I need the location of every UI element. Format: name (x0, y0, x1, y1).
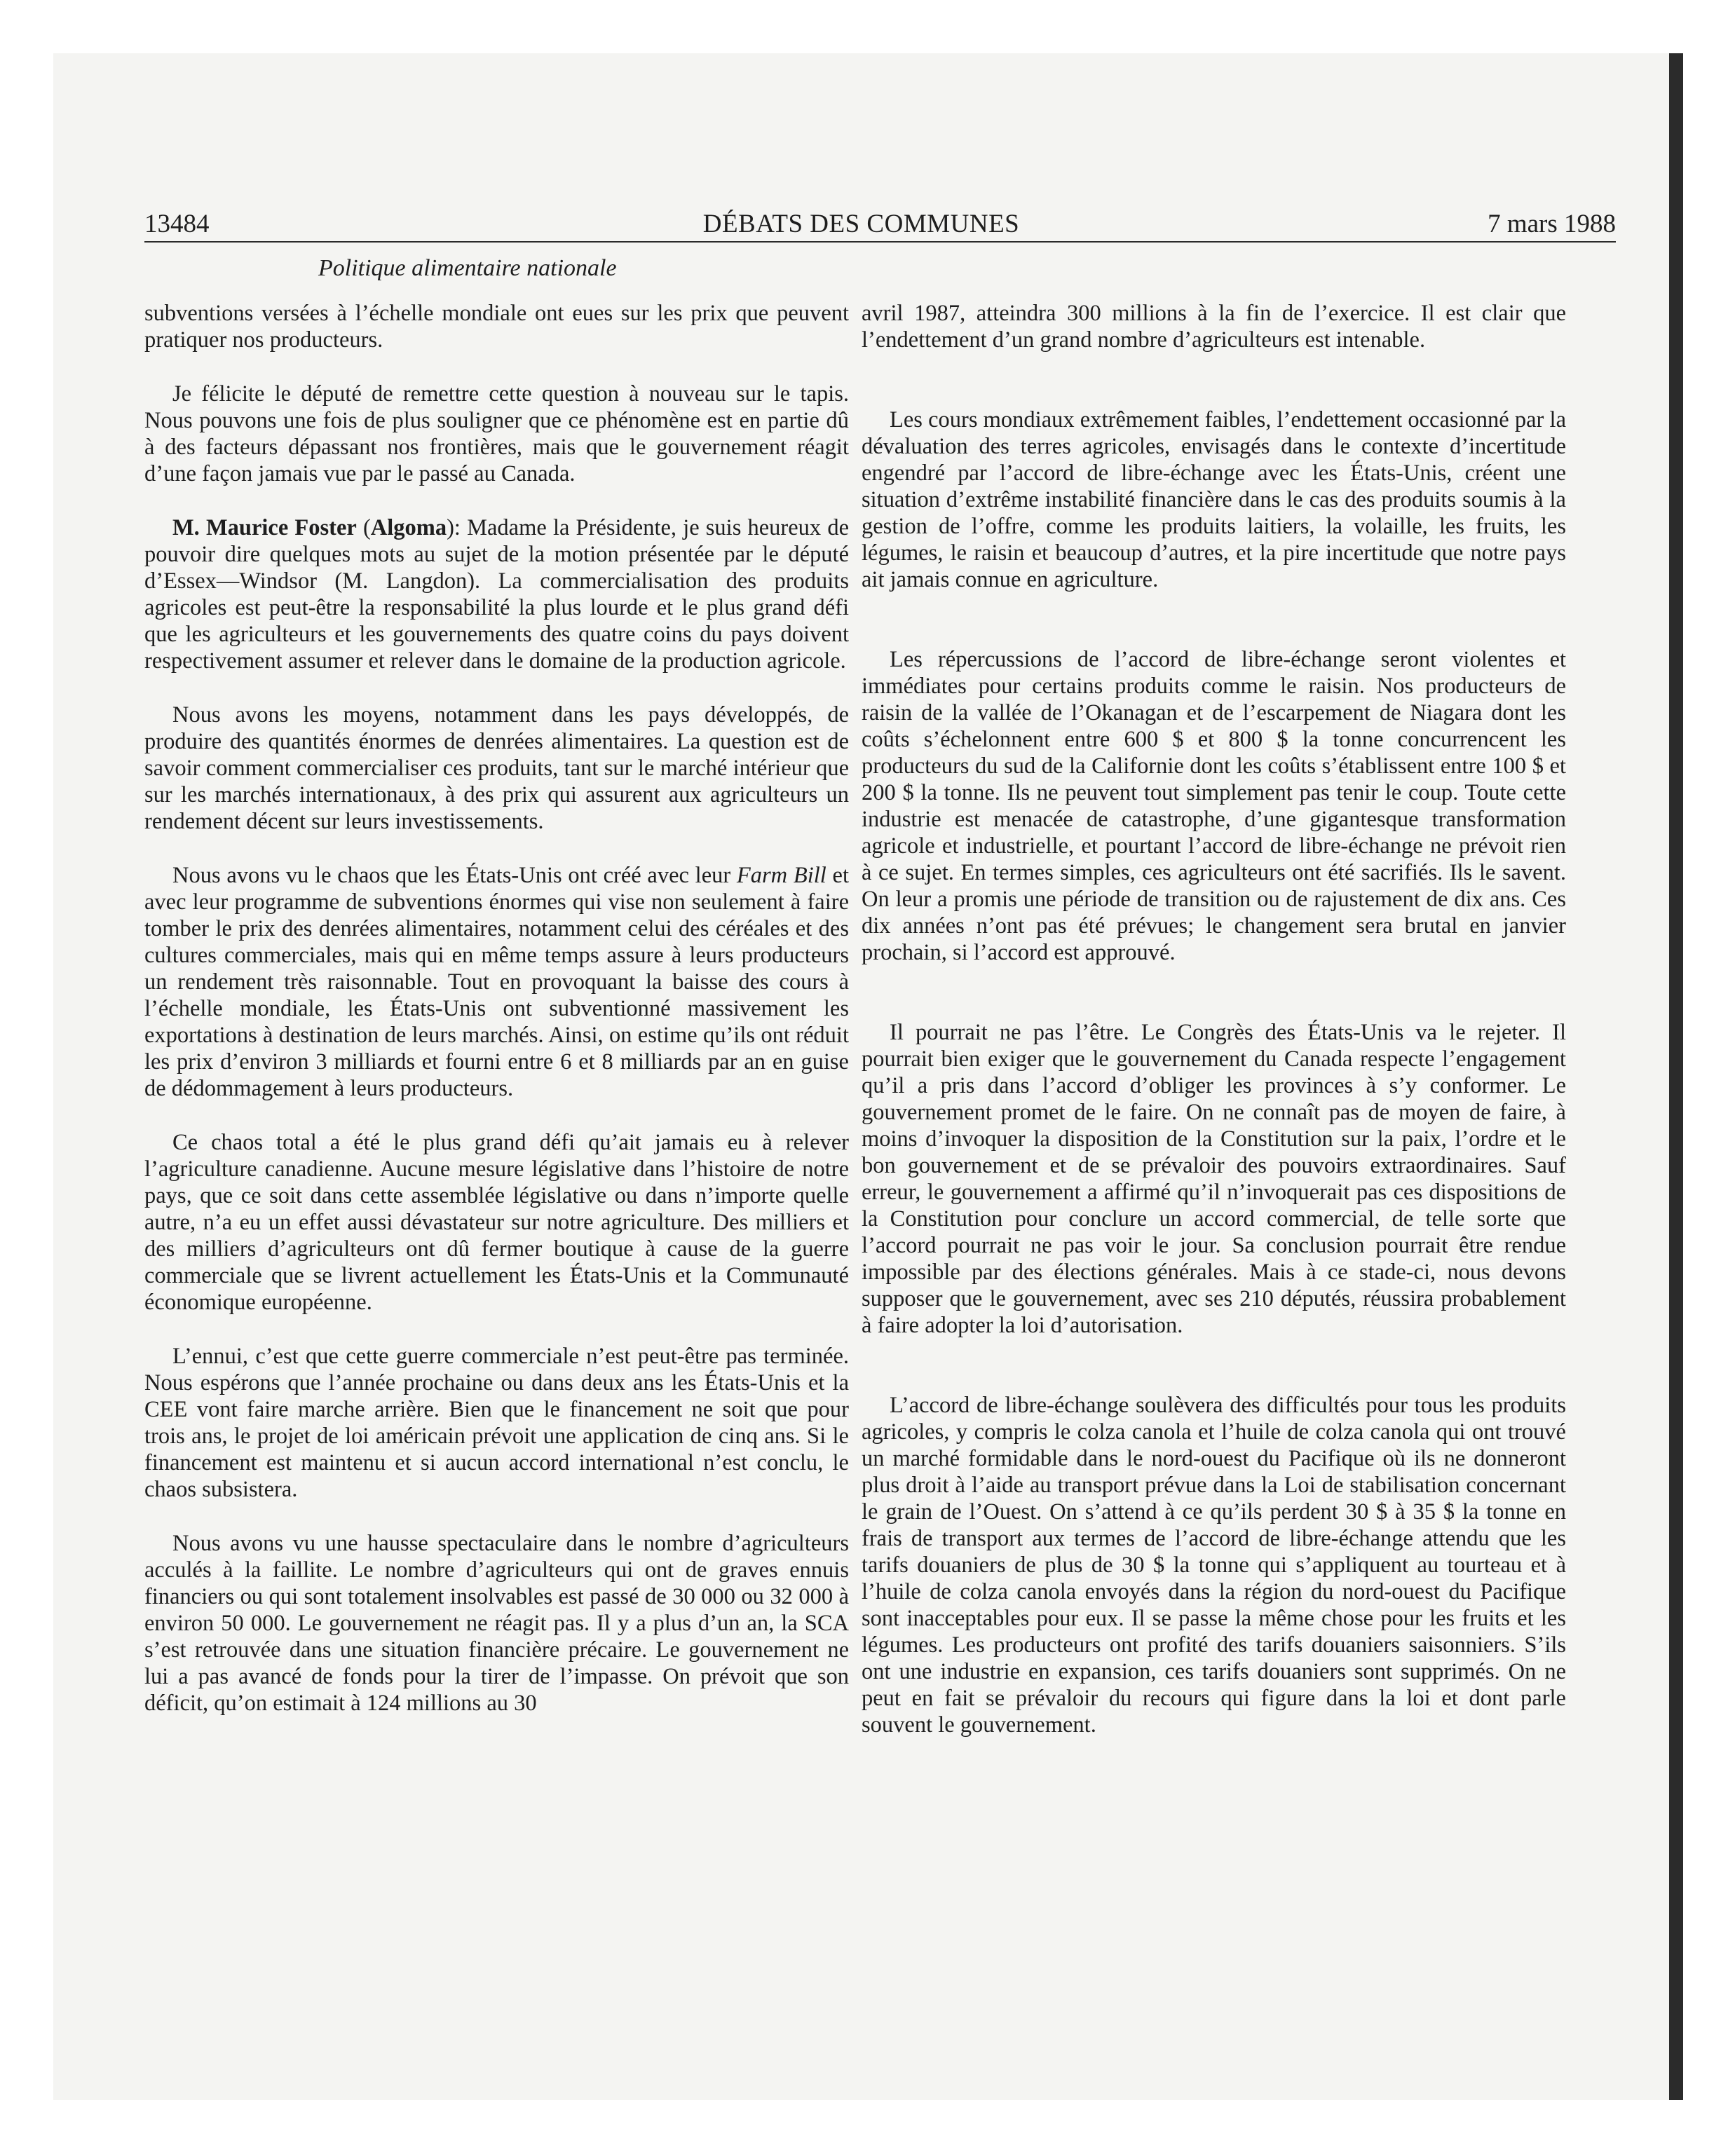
paragraph: Nous avons les moyens, notamment dans les pays développés, de produire des quantités énormes de denrées alimentaires. La question est de savoir comment commercialiser ces produits, tant sur le marché intérieur que sur les marchés internationaux, à des prix qui assurent aux agriculteurs un rendement décent sur leurs investissements. (144, 702, 849, 834)
paragraph: Nous avons vu une hausse spectaculaire dans le nombre d’agriculteurs acculés à la faillite. Le nombre d’agriculteurs qui ont de graves ennuis financiers ou qui sont totalement insolvables est passé de 30 000 ou 32 000 à environ 50 000. Le gouvernement ne réagit pas. Il y a plus d’un an, la SCA s’est retrouvée dans une situation financière précaire. Le gouvernement ne lui a pas avancé de fonds pour la tirer de l’impasse. On prévoit que son déficit, qu’on estimait à 124 millions au 30 (144, 1531, 849, 1716)
paragraph: L’accord de libre-échange soulèvera des difficultés pour tous les produits agricoles, y compris le colza canola et l’huile de colza canola qui ont trouvé un marché formidable dans le nord-ouest du Pacifique où ils ne donneront plus droit à l’aide au transport prévue dans la Loi de stabilisation concernant le grain de l’Ouest. On s’attend à ce qu’ils perdent 30 $ à 35 $ la tonne en frais de transport aux termes de l’accord de libre-échange attendu que les tarifs douaniers de plus de 30 $ la tonne qui s’appliquent au tourteau et à l’huile de colza canola envoyés dans la région du nord-ouest du Pacifique sont inacceptables pour eux. Il se passe la même chose pour les fruits et les légumes. Les producteurs ont profité des tarifs douaniers saisonniers. S’ils ont une industrie en expansion, ces tarifs douaniers sont supprimés. On ne peut en fait se prévaloir du recours qui figure dans la loi et dont parle souvent le gouvernement. (862, 1393, 1566, 1738)
publication-title: DÉBATS DES COMMUNES (702, 210, 1020, 238)
paragraph (144, 862, 849, 1102)
right-column (862, 300, 1566, 1792)
page-number: 13484 (144, 210, 210, 238)
riding-open: ( (356, 515, 371, 540)
paragraph: Il pourrait ne pas l’être. Le Congrès des États-Unis va le rejeter. Il pourrait bien exiger que le gouvernement du Canada respecte l’engagement qu’il a pris dans l’accord d’obliger les provinces à s’y conformer. Le gouvernement promet de le faire. On ne connaît pas de moyen de faire, à moins d’invoquer la disposition de la Constitution sur la paix, l’ordre et le bon gouvernement et de se prévaloir des pouvoirs extraordinaires. Sauf erreur, le gouvernement a affirmé qu’il n’invoquerait pas ces dispositions de la Constitution pour conclure un accord commercial, de telle sorte que l’accord pourrait ne pas voir le jour. Sa conclusion pourrait être rendue impossible par des élections générales. Mais à ce stade-ci, nous devons supposer que le gouvernement, avec ses 210 députés, réussira probablement à faire adopter la loi d’autorisation. (862, 1020, 1566, 1338)
paragraph-text: Nous avons vu le chaos que les États-Unis ont créé avec leur (172, 863, 737, 888)
paragraph-text: et avec leur programme de subventions énormes qui vise non seulement à faire tomber le prix des denrées alimentaires, notamment celui des céréales et des cultures commerciales, mais qui en même temps assure à leurs producteurs un rendement très raisonnable. Tout en provoquant la baisse des cours à l’échelle mondiale, les États-Unis ont subventionné massivement les exportations à destination de leurs marchés. Ainsi, on estime qu’ils ont réduit les prix d’environ 3 milliards et fourni entre 6 et 8 milliards par an en guise de dédommagement à leurs producteurs. (144, 863, 849, 1101)
left-column (144, 300, 849, 1744)
paragraph: L’ennui, c’est que cette guerre commerciale n’est peut-être pas terminée. Nous espérons que l’année prochaine ou dans deux ans les États-Unis et la CEE vont faire marche arrière. Bien que le financement ne soit que pour trois ans, le projet de loi américain prévoit une application de cinq ans. Si le financement est maintenu et si aucun accord international n’est conclu, le chaos subsistera. (144, 1344, 849, 1502)
speech-paragraph (144, 514, 849, 674)
paragraph: Ce chaos total a été le plus grand défi qu’ait jamais eu à relever l’agriculture canadienne. Aucune mesure législative dans l’histoire de notre pays, que ce soit dans cette assemblée législative ou dans n’importe quelle autre, n’a eu un effet aussi dévastateur sur notre agriculture. Des milliers et des milliers d’agriculteurs ont dû fermer boutique à cause de la guerre commerciale que se livrent actuellement les États-Unis et la Communauté économique européenne. (144, 1130, 849, 1315)
bill-title: Farm Bill (736, 863, 826, 888)
header-rule (144, 241, 1616, 243)
paragraph: Je félicite le député de remettre cette question à nouveau sur le tapis. Nous pouvons une fois de plus souligner que ce phénomène est en partie dû à des facteurs dépassant nos frontières, mais que le gouvernement réagit d’une façon jamais vue par le passé au Canada. (144, 381, 849, 486)
paragraph: Les répercussions de l’accord de libre-échange seront violentes et immédiates pour certains produits comme le raisin. Nos producteurs de raisin de la vallée de l’Okanagan et de l’escarpement de Niagara dont les coûts s’échelonnent entre 600 $ et 800 $ la tonne concurrencent les producteurs du sud de la Californie dont les coûts s’établissent entre 100 $ et 200 $ la tonne. Ils ne peuvent tout simplement pas tenir le coup. Toute cette industrie est menacée de catastrophe, d’une gigantesque transformation agricole et industrielle, et pourtant l’accord de libre-échange ne prévoit rien à ce sujet. En termes simples, ces agriculteurs ont été sacrifiés. Ils le savent. On leur a promis une période de transition ou de rajustement de dix ans. Ces dix années n’ont pas été prévues; le changement sera brutal en janvier prochain, si l’accord est approuvé. (862, 647, 1566, 965)
paragraph: avril 1987, atteindra 300 millions à la fin de l’exercice. Il est clair que l’endettement d’un grand nombre d’agriculteurs est intenable. (862, 301, 1566, 353)
scan-edge-bar (1669, 53, 1683, 2100)
paragraph: Les cours mondiaux extrêmement faibles, l’endettement occasionné par la dévaluation des terres agricoles, envisagés dans le contexte d’incertitude engendré par l’accord de libre-échange avec les États-Unis, créent une situation d’extrême instabilité financière dans le cas des produits soumis à la gestion de l’offre, comme les produits laitiers, la volaille, les fruits, les légumes, le raisin et beaucoup d’autres, et la pire incertitude que notre pays ait jamais connue en agriculture. (862, 407, 1566, 592)
issue-date: 7 mars 1988 (1488, 210, 1616, 238)
riding-close: ): (447, 515, 461, 540)
speaker-name: M. Maurice Foster (172, 515, 357, 540)
speaker-riding: Algoma (370, 515, 447, 540)
paragraph: subventions versées à l’échelle mondiale ont eues sur les prix que peuvent pratiquer nos producteurs. (144, 301, 849, 353)
speech-text: Madame la Présidente, je suis heureux de pouvoir dire quelques mots au sujet de la motion présentée par le député d’Essex—Windsor (M. Langdon). La commercialisation des produits agricoles est peut-être la responsabilité la plus lourde et le plus grand défi que les agriculteurs et les gouvernements des quatre coins du pays doivent respectivement assumer et relever dans le domaine de la production agricole. (144, 515, 849, 674)
page-sheet (53, 53, 1669, 2100)
section-title: Politique alimentaire nationale (318, 255, 617, 281)
